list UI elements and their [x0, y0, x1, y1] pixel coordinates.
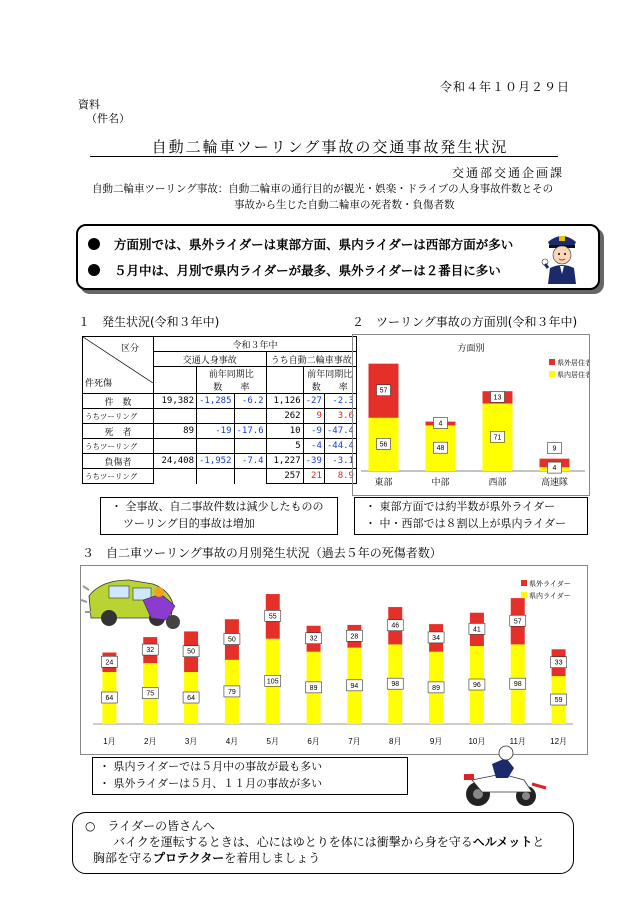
table-cell: 1,227: [266, 454, 303, 469]
data-label-inside: 59: [554, 697, 563, 705]
bullet-icon: [88, 264, 100, 276]
data-label-inside: 64: [105, 695, 114, 703]
legend-swatch: [549, 359, 555, 365]
month-label: 1月: [103, 737, 116, 746]
row-label: 件 数: [83, 394, 154, 409]
note-text: 県内ライダーでは５月中の事故が最も多い: [113, 760, 323, 773]
message-heading: ライダーの皆さんへ: [107, 819, 215, 833]
month-label: 12月: [550, 737, 568, 746]
highlight-text: 方面別では、県外ライダーは東部方面、県内ライダーは西部方面が多い: [114, 237, 514, 252]
year-header: 令和３年中: [154, 337, 357, 352]
table-cell: [234, 439, 266, 454]
message-line: [113, 835, 544, 851]
data-label-inside: 4: [552, 465, 557, 473]
blank-cell: [154, 367, 197, 394]
area-chart: [353, 335, 589, 495]
row-label: うちツーリング: [83, 439, 154, 454]
note-text: 東部方面では約半数が県外ライダー: [379, 500, 556, 513]
table-row: [83, 469, 357, 484]
table-cell: 1,126: [266, 394, 303, 409]
table-cell: -19: [197, 424, 235, 439]
table-cell: 257: [266, 469, 303, 484]
legend-label: 県内ライダー: [529, 593, 571, 600]
note-text: 全事故、自二事故件数は減少したものの: [125, 500, 324, 513]
month-label: 2月: [144, 737, 157, 746]
rate-label: 率: [240, 383, 250, 393]
monthly-chart-frame: [80, 565, 588, 755]
data-label-outside: 33: [554, 659, 563, 667]
definition: [92, 181, 572, 213]
data-label-outside: 28: [350, 633, 359, 641]
table-cell: -27: [303, 394, 324, 409]
row-label: うちツーリング: [83, 409, 154, 424]
page-title: 自動二輪車ツーリング事故の交通事故発生状況: [151, 138, 509, 156]
occurrence-table-wrap: [82, 336, 357, 484]
table-cell: 21: [303, 469, 324, 484]
table-cell: [154, 469, 197, 484]
note-line: ・ 中・西部では８割以上が県内ライダー: [365, 517, 567, 530]
message-text: と: [532, 835, 545, 849]
data-label-inside: 75: [146, 690, 155, 698]
monthly-chart: [81, 566, 587, 754]
note-text: ツーリング目的事故は増加: [123, 517, 255, 530]
legend-swatch: [549, 371, 555, 377]
table-cell: -44.4: [324, 439, 356, 454]
data-label-outside: 50: [228, 636, 236, 644]
yoy-header: [303, 367, 356, 394]
data-label-outside: 32: [309, 635, 318, 643]
data-label-inside: 94: [350, 682, 359, 690]
highlight-box: [76, 224, 600, 290]
table-row: [83, 454, 357, 469]
data-label-outside: 9: [552, 445, 557, 453]
definition-line: 事故から生じた自動二輪車の死者数・負傷者数: [234, 199, 455, 211]
table-cell: [234, 409, 266, 424]
month-label: 5月: [266, 737, 279, 746]
month-label: 10月: [468, 737, 486, 746]
table-cell: [197, 409, 235, 424]
area-chart-frame: [352, 334, 590, 496]
data-label-inside: 48: [436, 445, 445, 453]
table-row: [83, 424, 357, 439]
note-line: ・ 全事故、自二事故件数は減少したものの: [111, 500, 324, 513]
data-label-outside: 57: [513, 618, 522, 626]
month-label: 3月: [184, 737, 198, 746]
table-row: [83, 439, 357, 454]
chart-title: 方面別: [457, 343, 485, 353]
message-text: バイクを運転するときは、心にはゆとりを体には衝撃から身を守る: [113, 835, 473, 849]
definition-line: 自動二輪車ツーリング事故：自動二輪車の通行目的が観光・娯楽・ドライブの人身事故件数とその: [92, 183, 554, 195]
table-corner: [83, 337, 154, 394]
table-cell: -3.1: [324, 454, 356, 469]
row-label: 負傷者: [83, 454, 154, 469]
data-label-outside: 32: [146, 647, 155, 655]
accident-illustration-icon: [81, 580, 180, 629]
data-label-inside: 98: [513, 681, 522, 689]
table-cell: -9: [303, 424, 324, 439]
data-label-outside: 4: [438, 420, 443, 428]
highlight-item: [88, 261, 501, 279]
title-underline: [90, 156, 558, 157]
data-label-outside: 13: [493, 394, 502, 402]
month-label: 11月: [509, 737, 526, 746]
document-type: 資料: [78, 98, 100, 111]
section3-title: ３ 自二車ツーリング事故の月別発生状況（過去５年の死傷者数）: [82, 546, 442, 560]
data-label-inside: 89: [432, 684, 440, 692]
category-label: 高速隊: [540, 477, 569, 487]
table-body: [83, 394, 357, 484]
police-officer-icon: [540, 228, 584, 284]
data-label-outside: 50: [187, 648, 195, 656]
blank-cell: [266, 367, 303, 394]
table-cell: 19,382: [154, 394, 197, 409]
table-cell: [197, 439, 235, 454]
category-label: 東部: [374, 477, 393, 487]
highlight-item: [88, 235, 513, 253]
group-header: 交通人身事故: [154, 352, 267, 367]
data-label-outside: 57: [379, 387, 388, 395]
table-cell: -1,285: [197, 394, 235, 409]
section2-notes: [354, 497, 588, 535]
table-cell: 8.9: [324, 469, 356, 484]
note-text: 県外ライダーは５月、１１月の事故が多い: [113, 777, 323, 790]
table-cell: [197, 469, 235, 484]
data-label-outside: 24: [105, 659, 114, 667]
section2-title: ２ ツーリング事故の方面別(令和３年中): [352, 315, 578, 329]
document-subject: （件名）: [86, 112, 130, 125]
data-label-inside: 79: [228, 688, 236, 696]
table-cell: [234, 469, 266, 484]
count-label: 数: [311, 383, 321, 393]
message-bullet: ○: [85, 819, 96, 833]
section3-notes: [92, 757, 408, 795]
corner-top-label: 区分: [120, 344, 139, 354]
table-cell: [154, 439, 197, 454]
table-cell: -1,952: [197, 454, 235, 469]
note-line: ・ 県内ライダーでは５月中の事故が最も多い: [99, 760, 323, 773]
yoy-label: 前年同期比: [307, 370, 353, 380]
occurrence-table: [82, 336, 357, 484]
table-row: [83, 394, 357, 409]
data-label-outside: 41: [473, 626, 481, 634]
message-heading-line: [85, 819, 215, 835]
legend-label: 県内居住者: [557, 372, 589, 379]
month-label: 7月: [348, 737, 361, 746]
document-date: 令和４年１０月２９日: [440, 80, 571, 94]
category-label: 西部: [488, 477, 507, 487]
table-row: [83, 409, 357, 424]
table-cell: 24,408: [154, 454, 197, 469]
legend-swatch: [521, 592, 527, 598]
row-label: 死 者: [83, 424, 154, 439]
legend-swatch: [521, 580, 527, 586]
rate-label: 率: [338, 383, 348, 393]
bullet-icon: [88, 238, 100, 250]
message-text: を着用しましょう: [224, 851, 321, 865]
data-label-inside: 56: [379, 441, 388, 449]
message-text: 胸部を守る: [93, 851, 154, 865]
table-cell: -2.3: [324, 394, 356, 409]
month-label: 6月: [307, 737, 320, 746]
month-label: 4月: [225, 737, 239, 746]
category-label: 中部: [431, 477, 450, 487]
table-cell: 9: [303, 409, 324, 424]
yoy-label: 前年同期比: [208, 370, 254, 380]
data-label-outside: 46: [391, 622, 400, 630]
data-label-inside: 98: [391, 681, 400, 689]
legend-label: 県外ライダー: [529, 581, 571, 588]
table-cell: -17.6: [234, 424, 266, 439]
message-box: [72, 812, 574, 874]
legend-label: 県外居住者: [557, 360, 589, 367]
table-cell: 89: [154, 424, 197, 439]
message-emphasis: プロテクター: [153, 851, 225, 865]
data-label-inside: 64: [187, 695, 195, 703]
count-label: 数: [213, 383, 223, 393]
yoy-header: [197, 367, 267, 394]
group-header: うち自動二輪車事故: [266, 352, 356, 367]
note-line: ・ 東部方面では約半数が県外ライダー: [365, 500, 556, 513]
month-label: 8月: [389, 737, 402, 746]
corner-bottom-label: 件死傷: [85, 379, 113, 389]
note-line: [101, 515, 337, 532]
note-text: 中・西部では８割以上が県内ライダー: [379, 517, 567, 530]
row-label: うちツーリング: [83, 469, 154, 484]
month-label: 9月: [429, 737, 443, 746]
note-line: ・ 県外ライダーは５月、１１月の事故が多い: [99, 777, 323, 790]
data-label-outside: 55: [268, 613, 277, 621]
section1-notes: [100, 497, 338, 535]
data-label-inside: 105: [266, 678, 279, 686]
table-cell: 5: [266, 439, 303, 454]
table-cell: 3.6: [324, 409, 356, 424]
table-cell: -4: [303, 439, 324, 454]
table-cell: -47.4: [324, 424, 356, 439]
table-cell: [154, 409, 197, 424]
data-label-inside: 89: [309, 684, 318, 692]
data-label-inside: 96: [473, 682, 481, 690]
highlight-text: ５月中は、月別で県内ライダーが最多、県外ライダーは２番目に多い: [114, 263, 501, 278]
department: 交通部交通企画課: [452, 166, 565, 180]
table-cell: -39: [303, 454, 324, 469]
message-emphasis: ヘルメット: [472, 835, 533, 849]
table-cell: 10: [266, 424, 303, 439]
data-label-inside: 71: [493, 434, 502, 442]
table-cell: 262: [266, 409, 303, 424]
table-cell: -6.2: [234, 394, 266, 409]
section1-title: １ 発生状況(令和３年中): [78, 315, 220, 329]
message-line: [93, 851, 320, 867]
police-motorcycle-icon: [462, 744, 548, 810]
table-cell: -7.4: [234, 454, 266, 469]
data-label-outside: 34: [432, 634, 440, 642]
